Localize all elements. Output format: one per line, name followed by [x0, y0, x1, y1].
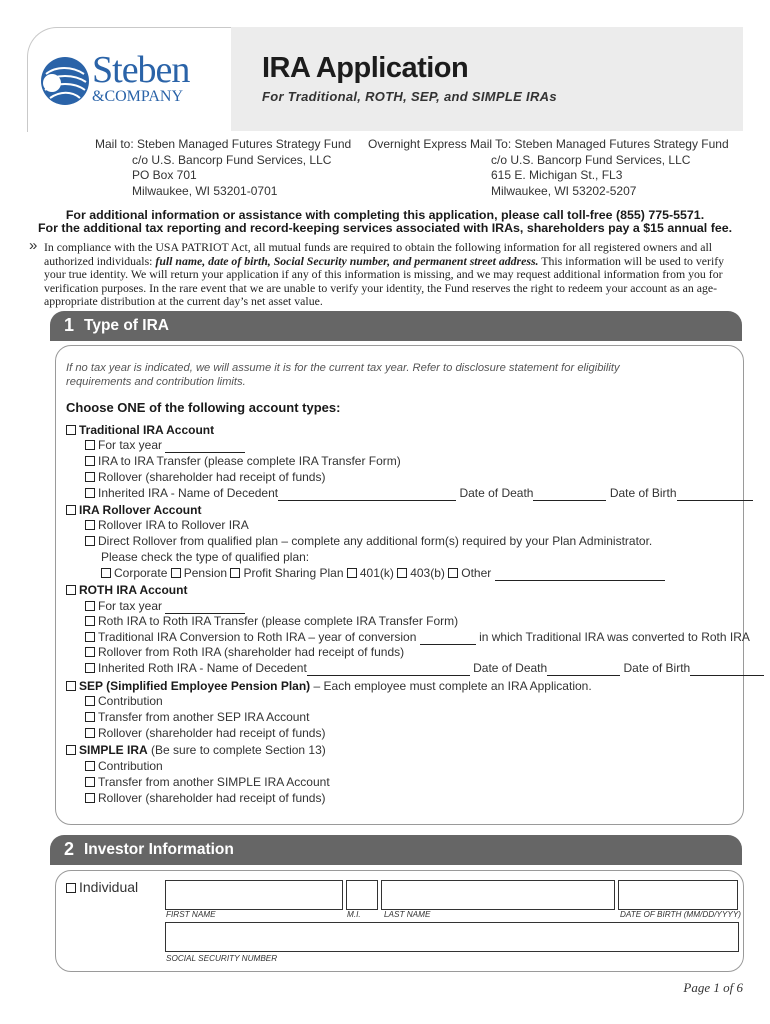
option-label: Contribution [98, 694, 163, 708]
decedent-name-field[interactable] [278, 489, 456, 501]
profit-sharing-checkbox[interactable] [230, 568, 240, 578]
simple-ira-label: SIMPLE IRA [79, 743, 148, 757]
tax-year-label: For tax year [98, 438, 163, 452]
option-label: Rollover (shareholder had receipt of funds) [98, 791, 326, 805]
checkbox[interactable] [85, 632, 95, 642]
traditional-tax-year[interactable] [85, 438, 245, 453]
plan-label: Other [461, 566, 492, 580]
checkbox[interactable] [85, 696, 95, 706]
simple-contribution-option[interactable] [85, 759, 163, 774]
simple-ira-checkbox[interactable] [66, 745, 76, 755]
roth-transfer-option[interactable] [85, 614, 458, 629]
plan-label: Corporate [114, 566, 168, 580]
checkbox[interactable] [85, 728, 95, 738]
individual-checkbox[interactable] [66, 883, 76, 893]
plan-label: Pension [183, 566, 228, 580]
middle-initial-input[interactable] [346, 880, 378, 910]
patriot-text-1: In compliance with the USA PATRIOT Act, all mutual funds are required to obtain the following information for all registered owners and all authorized individuals: [44, 240, 713, 268]
mail-regular-label: Mail to: [95, 137, 134, 151]
mail-overnight [368, 137, 729, 199]
option-label: IRA to IRA Transfer (please complete IRA Transfer Form) [98, 454, 401, 468]
date-of-death-field[interactable] [547, 664, 620, 676]
tax-year-label: For tax year [98, 599, 163, 613]
mail-overnight-label: Overnight Express Mail To: [368, 137, 512, 151]
checkbox[interactable] [85, 647, 95, 657]
section-number: 1 [64, 315, 75, 335]
checkbox[interactable] [85, 616, 95, 626]
date-of-death-field[interactable] [533, 489, 606, 501]
checkbox[interactable] [85, 601, 95, 611]
direct-rollover-option[interactable] [85, 534, 652, 549]
company-logo [40, 49, 220, 110]
sep-contribution-option[interactable] [85, 694, 163, 709]
mail-regular [95, 137, 351, 199]
checkbox[interactable] [85, 663, 95, 673]
checkbox[interactable] [85, 777, 95, 787]
simple-transfer-option[interactable] [85, 775, 330, 790]
patriot-text-2: This information will be used to verify your true identity. We will return your application if any of this information is missing, and we may request additional information from you for verification purposes. In the rare event that we are unable to verify your identity, the Fund reserves the right to redeem your account as an age-appropriate distribution at the current day’s net asset value. [44, 253, 725, 309]
option-label: Inherited Roth IRA - Name of Decedent [98, 661, 307, 675]
mail-regular-line: Milwaukee, WI 53201-0701 [132, 183, 278, 198]
middle-initial-label: M.I. [347, 910, 361, 919]
option-label: Rollover (shareholder had receipt of funds) [98, 470, 326, 484]
corporate-checkbox[interactable] [101, 568, 111, 578]
section-title: Investor Information [84, 841, 234, 858]
roth-ira-option[interactable] [66, 583, 187, 598]
mail-overnight-line: Steben Managed Futures Strategy Fund [514, 137, 729, 151]
plan-label: 401(k) [359, 566, 394, 580]
sep-ira-checkbox[interactable] [66, 681, 76, 691]
roth-ira-checkbox[interactable] [66, 585, 76, 595]
mail-overnight-line: 615 E. Michigan St., FL3 [491, 168, 623, 182]
checkbox[interactable] [85, 536, 95, 546]
roth-rollover-option[interactable] [85, 645, 404, 660]
simple-rollover-option[interactable] [85, 791, 325, 806]
inherited-ira-option[interactable] [85, 486, 753, 501]
traditional-ira-checkbox[interactable] [66, 425, 76, 435]
traditional-ira-option[interactable] [66, 423, 214, 438]
inherited-roth-option[interactable] [85, 661, 764, 676]
sep-transfer-option[interactable] [85, 710, 309, 725]
globe-icon [40, 56, 90, 106]
checkbox[interactable] [85, 712, 95, 722]
checkbox[interactable] [85, 472, 95, 482]
rollover-account-option[interactable] [66, 503, 201, 518]
last-name-label: LAST NAME [384, 910, 431, 919]
date-of-birth-label: Date of Birth [609, 486, 677, 500]
checkbox[interactable] [85, 488, 95, 498]
conversion-year-field[interactable] [420, 633, 476, 645]
plan-type-instruction: Please check the type of qualified plan: [101, 550, 310, 564]
date-of-birth-label: DATE OF BIRTH (MM/DD/YYYY) [620, 910, 742, 919]
page-title: IRA Application [262, 52, 469, 84]
other-plan-field[interactable] [495, 569, 665, 581]
section-title: Type of IRA [84, 317, 169, 334]
date-of-birth-input[interactable] [618, 880, 738, 910]
first-name-input[interactable] [165, 880, 343, 910]
date-of-birth-field[interactable] [677, 489, 753, 501]
individual-label: Individual [79, 879, 139, 895]
info-phone: For additional information or assistance with completing this application, please call toll-free (855) 775-5571. [65, 208, 705, 222]
section-2-header [50, 835, 742, 865]
401k-checkbox[interactable] [347, 568, 357, 578]
tax-year-field[interactable] [165, 441, 245, 453]
rollover-to-rollover-option[interactable] [85, 518, 249, 533]
page-number: Page 1 of 6 [683, 980, 743, 995]
date-of-death-label: Date of Death [459, 486, 534, 500]
section-1-header [50, 311, 742, 341]
traditional-ira-label: Traditional IRA Account [79, 423, 215, 437]
ssn-input[interactable] [165, 922, 739, 952]
option-label: Rollover (shareholder had receipt of funds) [98, 726, 326, 740]
option-label: Transfer from another SIMPLE IRA Account [98, 775, 330, 789]
patriot-act-notice [44, 241, 739, 309]
sep-rollover-option[interactable] [85, 726, 325, 741]
page-subtitle: For Traditional, ROTH, SEP, and SIMPLE IRAs [262, 89, 557, 104]
option-label: Transfer from another SEP IRA Account [98, 710, 310, 724]
option-label: Inherited IRA - Name of Decedent [98, 486, 279, 500]
ssn-label: SOCIAL SECURITY NUMBER [166, 954, 278, 963]
date-of-birth-field[interactable] [690, 664, 764, 676]
rollover-account-label: IRA Rollover Account [79, 503, 202, 517]
date-of-death-label: Date of Death [473, 661, 548, 675]
logo-sub: &COMPANY [92, 88, 183, 105]
section-number: 2 [64, 839, 75, 859]
ira-transfer-option[interactable] [85, 454, 401, 469]
simple-ira-note: (Be sure to complete Section 13) [147, 743, 326, 757]
sep-ira-label: SEP (Simplified Employee Pension Plan) [79, 679, 311, 693]
simple-ira-option[interactable] [66, 743, 326, 758]
checkbox[interactable] [85, 440, 95, 450]
checkbox[interactable] [85, 456, 95, 466]
mail-regular-line: Steben Managed Futures Strategy Fund [137, 137, 352, 151]
option-label-tail: in which Traditional IRA was converted to Roth IRA [479, 630, 750, 644]
plan-label: 403(b) [410, 566, 445, 580]
option-label: Contribution [98, 759, 163, 773]
403b-checkbox[interactable] [397, 568, 407, 578]
option-label: Rollover from Roth IRA (shareholder had receipt of funds) [98, 645, 405, 659]
plan-label: Profit Sharing Plan [243, 566, 344, 580]
mail-regular-line: c/o U.S. Bancorp Fund Services, LLC [132, 152, 332, 167]
other-plan-checkbox[interactable] [448, 568, 458, 578]
mail-overnight-line: c/o U.S. Bancorp Fund Services, LLC [491, 152, 691, 167]
info-fee: For the additional tax reporting and record-keeping services associated with IRAs, shareholders pay a $15 annual fee. [37, 221, 733, 235]
sep-ira-note: – Each employee must complete an IRA Application. [310, 679, 592, 693]
rollover-option[interactable] [85, 470, 325, 485]
checkbox[interactable] [85, 761, 95, 771]
tax-year-field[interactable] [165, 602, 245, 614]
patriot-emphasis: full name, date of birth, Social Security number, and permanent street address. [155, 253, 539, 268]
roth-conversion-option[interactable] [85, 630, 750, 645]
pension-checkbox[interactable] [171, 568, 181, 578]
plan-type-options [101, 566, 665, 581]
mail-regular-line: PO Box 701 [132, 168, 197, 182]
last-name-input[interactable] [381, 880, 615, 910]
roth-ira-label: ROTH IRA Account [79, 583, 188, 597]
patriot-marker: » [29, 237, 38, 254]
first-name-label: FIRST NAME [166, 910, 216, 919]
checkbox[interactable] [85, 793, 95, 803]
date-of-birth-label: Date of Birth [623, 661, 691, 675]
individual-option[interactable] [66, 880, 138, 895]
option-label: Rollover IRA to Rollover IRA [98, 518, 249, 532]
roth-tax-year[interactable] [85, 599, 245, 614]
choose-heading: Choose ONE of the following account types: [66, 400, 341, 415]
mail-overnight-line: Milwaukee, WI 53202-5207 [491, 183, 637, 198]
option-label: Direct Rollover from qualified plan – complete any additional form(s) required by your Plan Administrator. [98, 534, 653, 548]
option-label: Roth IRA to Roth IRA Transfer (please complete IRA Transfer Form) [98, 614, 459, 628]
checkbox[interactable] [85, 520, 95, 530]
option-label: Traditional IRA Conversion to Roth IRA – year of conversion [98, 630, 417, 644]
sep-ira-option[interactable] [66, 679, 592, 694]
logo-name: Steben [92, 49, 190, 91]
section-1-note: If no tax year is indicated, we will assume it is for the current tax year. Refer to disclosure statement for eligibility requirements and contribution limits. [66, 362, 620, 388]
decedent-name-field[interactable] [307, 664, 470, 676]
rollover-account-checkbox[interactable] [66, 505, 76, 515]
